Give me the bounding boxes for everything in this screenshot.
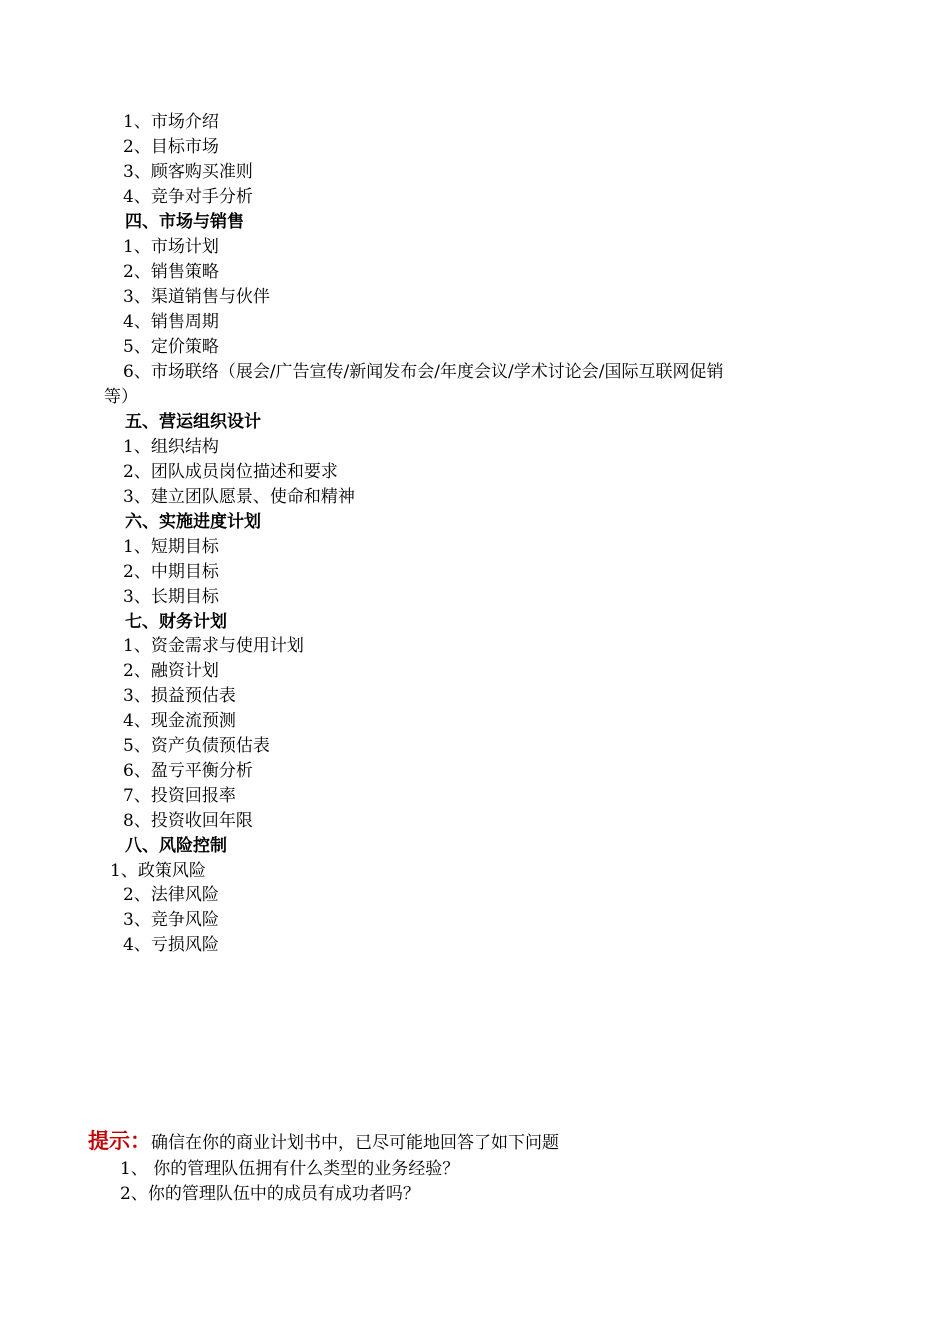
outline-item: 6、市场联络（展会/广告宣传/新闻发布会/年度会议/学术讨论会/国际互联网促销 (123, 362, 724, 382)
outline-item: 5、资产负债预估表 (123, 736, 270, 756)
outline-item: 3、竞争风险 (123, 910, 219, 930)
outline-item: 3、渠道销售与伙伴 (123, 287, 270, 307)
tip-label: 提示： (88, 1128, 151, 1153)
outline-item: 5、定价策略 (123, 337, 219, 357)
outline-item: 2、中期目标 (123, 562, 219, 582)
section-heading: 六、实施进度计划 (125, 512, 261, 532)
outline-item: 2、法律风险 (123, 885, 219, 905)
outline-item: 8、投资收回年限 (123, 811, 253, 831)
section-heading: 五、营运组织设计 (125, 412, 261, 432)
outline-item: 4、亏损风险 (123, 935, 219, 955)
outline-item: 1、市场介绍 (123, 112, 219, 132)
outline-item: 4、竞争对手分析 (123, 187, 253, 207)
tip-question: 2、你的管理队伍中的成员有成功者吗？ (120, 1184, 420, 1204)
outline-item: 3、损益预估表 (123, 686, 236, 706)
outline-item: 4、销售周期 (123, 312, 219, 332)
tip-intro: 确信在你的商业计划书中，已尽可能地回答了如下问题 (151, 1133, 559, 1153)
outline-item: 2、团队成员岗位描述和要求 (123, 462, 338, 482)
outline-item: 2、融资计划 (123, 661, 219, 681)
section-heading: 七、财务计划 (125, 612, 227, 632)
outline-item: 1、组织结构 (123, 437, 219, 457)
outline-item: 6、盈亏平衡分析 (123, 761, 253, 781)
section-heading: 四、市场与销售 (125, 212, 244, 232)
outline-item: 3、长期目标 (123, 587, 219, 607)
outline-item: 1、资金需求与使用计划 (123, 636, 304, 656)
outline-item-continuation: 等） (104, 387, 138, 407)
outline-item: 2、销售策略 (123, 262, 219, 282)
section-heading: 八、风险控制 (125, 836, 227, 856)
outline-item: 7、投资回报率 (123, 786, 236, 806)
outline-item: 1、短期目标 (123, 537, 219, 557)
tip-paragraph (88, 1130, 559, 1154)
outline-item: 3、建立团队愿景、使命和精神 (123, 487, 355, 507)
outline-item: 1、市场计划 (123, 237, 219, 257)
outline-item: 1、政策风险 (110, 861, 206, 881)
tip-question: 1、 你的管理队伍拥有什么类型的业务经验？ (120, 1159, 460, 1179)
outline-item: 3、顾客购买准则 (123, 162, 253, 182)
outline-item: 2、目标市场 (123, 137, 219, 157)
outline-item: 4、现金流预测 (123, 711, 236, 731)
